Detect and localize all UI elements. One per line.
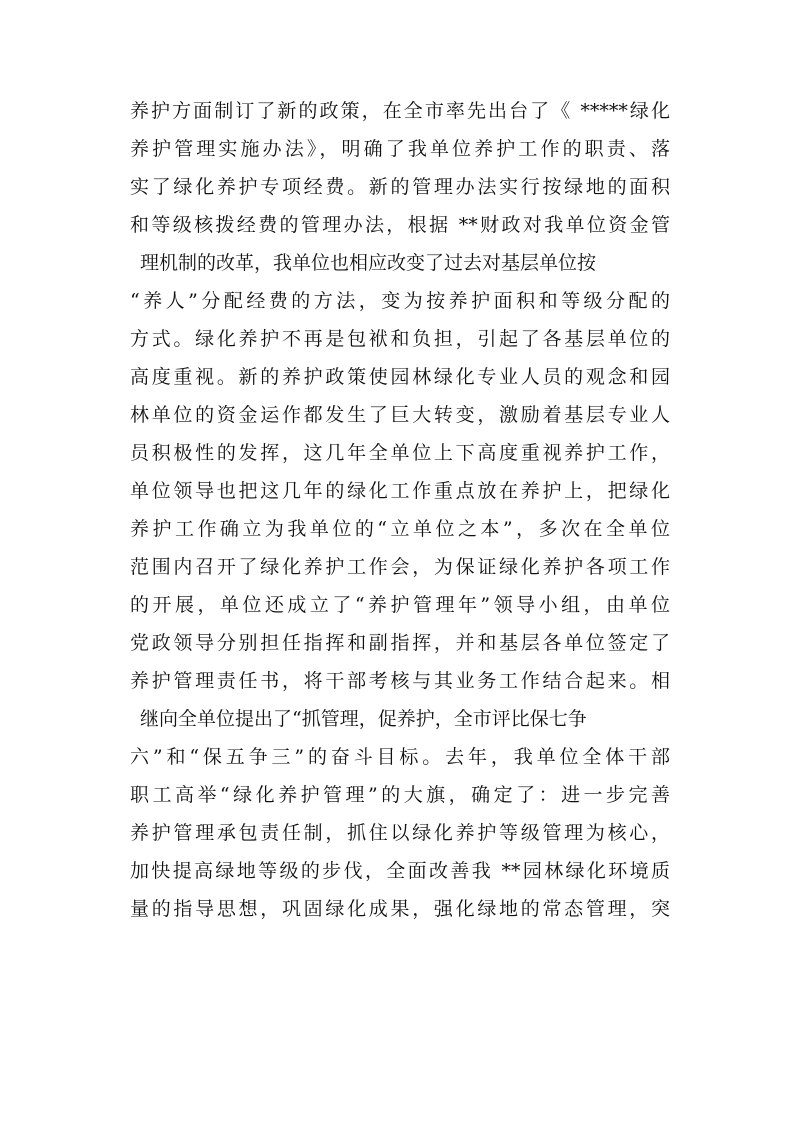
text-line: 党政领导分别担任指挥和副指挥，并和基层各单位签定了 <box>130 632 670 654</box>
text-line: 员积极性的发挥，这几年全单位上下高度重视养护工作， <box>130 442 670 464</box>
text-line: 实了绿化养护专项经费。新的管理办法实行按绿地的面积 <box>130 176 670 198</box>
text-line: 养护管理实施办法》，明确了我单位养护工作的职责、落 <box>130 138 670 160</box>
text-line: 理机制的改革，我单位也相应改变了过去对基层单位按 <box>140 252 597 274</box>
text-line: 和等级核拨经费的管理办法，根据 **财政对我单位资金管 <box>130 214 670 236</box>
text-line: 加快提高绿地等级的步伐，全面改善我 **园林绿化环境质 <box>130 860 670 882</box>
text-line: 量的指导思想，巩固绿化成果，强化绿地的常态管理，突 <box>130 898 670 920</box>
body-text <box>130 92 670 928</box>
text-line: 养护管理承包责任制，抓住以绿化养护等级管理为核心， <box>130 822 670 844</box>
text-line: 继向全单位提出了“抓管理，促养护，全市评比保七争 <box>140 708 587 730</box>
text-line: 养护管理责任书，将干部考核与其业务工作结合起来。相 <box>130 670 670 692</box>
text-line: 的开展，单位还成立了“养护管理年”领导小组，由单位 <box>130 594 670 616</box>
text-line: 林单位的资金运作都发生了巨大转变，激励着基层专业人 <box>130 404 670 426</box>
text-line: 方式。绿化养护不再是包袱和负担，引起了各基层单位的 <box>130 328 670 350</box>
text-line: 职工高举“绿化养护管理”的大旗，确定了：进一步完善 <box>130 784 670 806</box>
text-line: 范围内召开了绿化养护工作会，为保证绿化养护各项工作 <box>130 556 670 578</box>
text-line: 养护方面制订了新的政策，在全市率先出台了《 *****绿化 <box>130 100 670 122</box>
text-line: 高度重视。新的养护政策使园林绿化专业人员的观念和园 <box>130 366 670 388</box>
text-line: 六”和“保五争三”的奋斗目标。去年，我单位全体干部 <box>130 746 670 768</box>
text-line: 养护工作确立为我单位的“立单位之本”，多次在全单位 <box>130 518 670 540</box>
text-line: “养人”分配经费的方法，变为按养护面积和等级分配的 <box>130 290 670 312</box>
text-line: 单位领导也把这几年的绿化工作重点放在养护上，把绿化 <box>130 480 670 502</box>
